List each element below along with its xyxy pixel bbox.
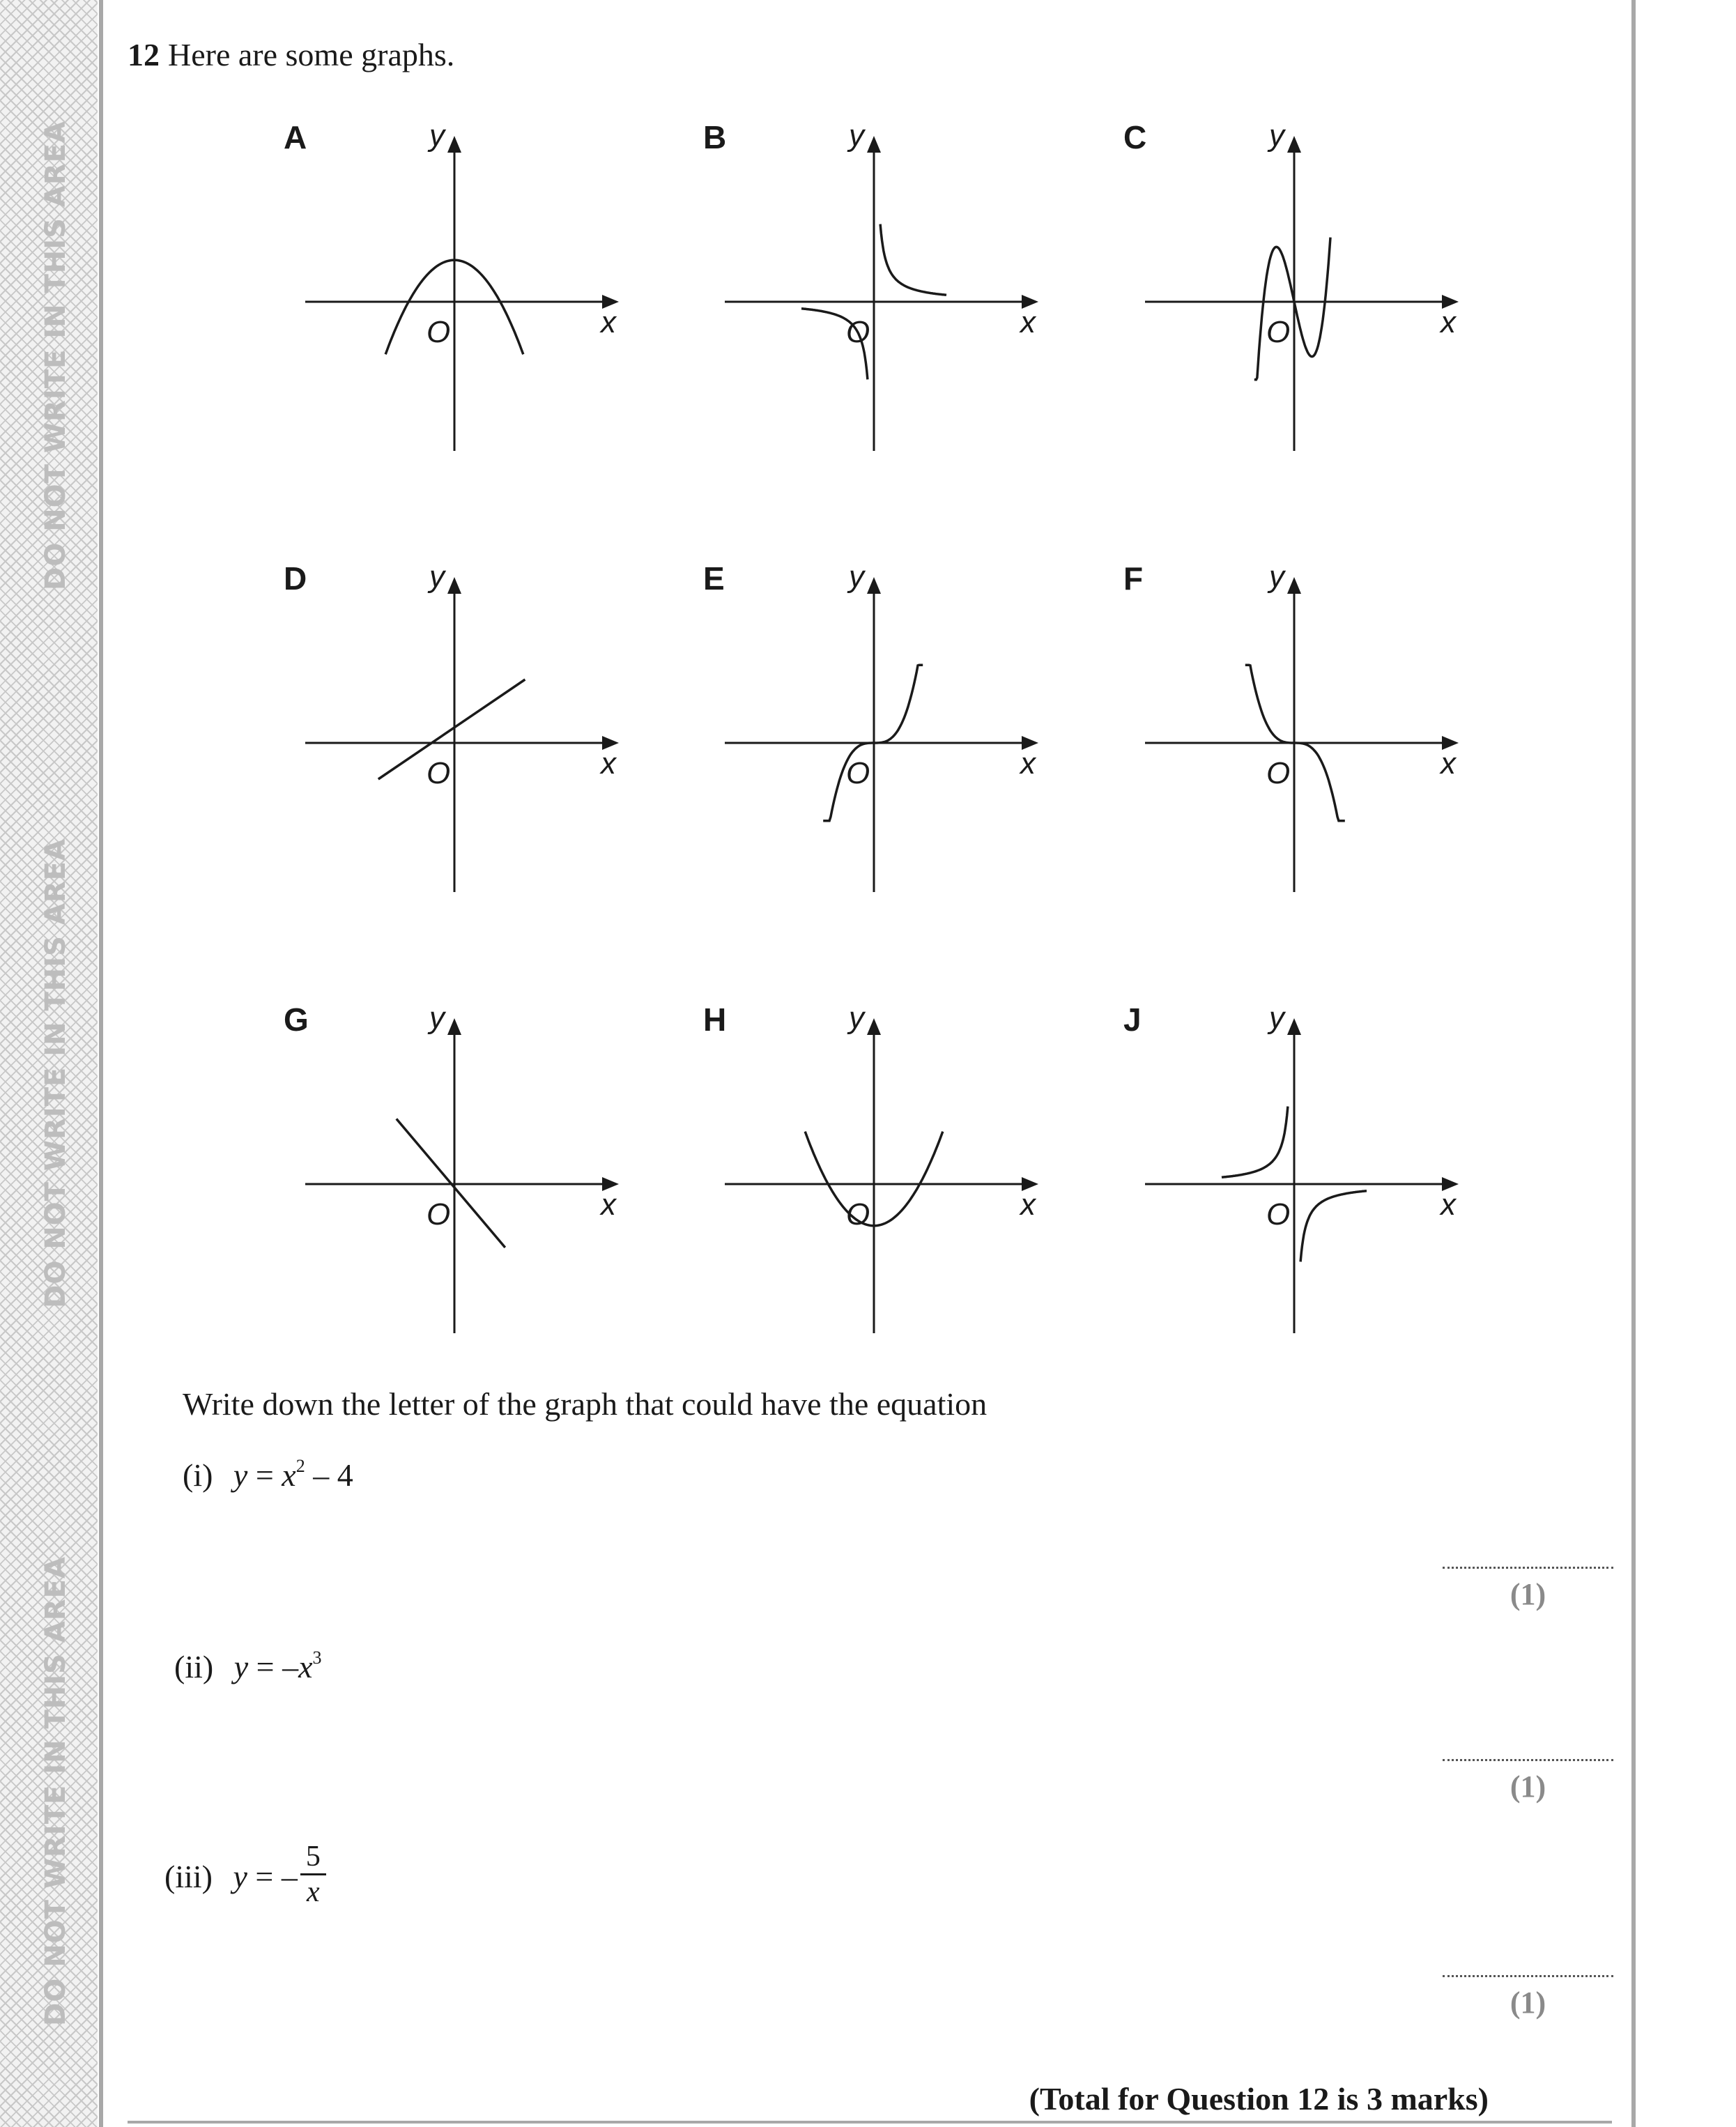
graph-h-x-label: x (1020, 1188, 1036, 1222)
graph-c-letter: C (1123, 119, 1147, 155)
part-iii-label: (iii) (164, 1859, 213, 1895)
mark-ii: (1) (1510, 1769, 1546, 1804)
graph-j-y-arrow (1287, 1018, 1301, 1035)
graph-b-y-arrow (867, 136, 881, 153)
part-iii-equals: = (255, 1859, 274, 1895)
graph-j-x-label: x (1441, 1188, 1456, 1222)
answer-line-ii[interactable] (1443, 1759, 1613, 1761)
part-ii-equals: = (256, 1649, 275, 1684)
graph-g-x-label: x (601, 1188, 616, 1222)
graph-g-y-label: y (429, 1001, 445, 1035)
part-i-lhs: y (233, 1457, 248, 1493)
part-iii-denominator: x (307, 1876, 320, 1908)
part-iii-negative: – (281, 1859, 298, 1895)
graph-f-y-label: y (1269, 560, 1284, 594)
graph-j-curve-2 (1300, 1191, 1367, 1262)
graph-h-y-arrow (867, 1018, 881, 1035)
graph-e-y-arrow (867, 577, 881, 594)
part-ii-lhs: y (233, 1649, 249, 1684)
answer-line-iii[interactable] (1443, 1975, 1613, 1977)
graph-g-letter: G (284, 1001, 309, 1038)
graph-d-y-label: y (429, 560, 445, 594)
graph-c-x-label: x (1441, 305, 1456, 339)
graph-d-curve (378, 679, 525, 779)
part-ii-label: (ii) (174, 1649, 214, 1684)
graph-e-x-label: x (1020, 746, 1036, 781)
part-i-equals: = (255, 1457, 274, 1493)
graph-b-origin-label: O (846, 315, 870, 349)
part-iii (164, 1841, 326, 1914)
graph-f-origin-label: O (1266, 756, 1291, 790)
graph-c-curve (1254, 238, 1330, 380)
graph-f-y-arrow (1287, 577, 1301, 594)
part-iii-fraction (300, 1840, 326, 1909)
graph-d-y-arrow (447, 577, 461, 594)
answer-line-i[interactable] (1443, 1567, 1613, 1569)
margin-warning-bottom: DO NOT WRITE IN THIS AREA (40, 1556, 72, 2026)
graph-a-x-label: x (601, 305, 616, 339)
question-total: (Total for Question 12 is 3 marks) (1029, 2081, 1489, 2117)
graph-g-origin-label: O (427, 1197, 451, 1231)
graph-d-x-label: x (601, 746, 616, 781)
part-ii-negative: – (282, 1649, 299, 1684)
graph-e-origin-label: O (846, 756, 870, 790)
part-ii-exponent: 3 (312, 1647, 322, 1668)
graph-c-y-label: y (1269, 118, 1284, 153)
graph-f-x-label: x (1441, 746, 1456, 781)
part-i-exponent: 2 (295, 1455, 305, 1476)
mark-iii: (1) (1510, 1986, 1546, 2020)
graph-h-y-label: y (849, 1001, 864, 1035)
prompt-text: Write down the letter of the graph that could have the equation (183, 1386, 988, 1422)
graph-j-curve-1 (1222, 1107, 1288, 1178)
graph-c-origin-label: O (1266, 315, 1291, 349)
graph-h-letter: H (703, 1001, 727, 1038)
margin-warning-top: DO NOT WRITE IN THIS AREA (40, 121, 72, 590)
part-ii-base: x (298, 1649, 313, 1684)
graph-h-origin-label: O (846, 1197, 870, 1231)
graph-b-x-label: x (1020, 305, 1036, 339)
part-i (183, 1457, 353, 1493)
graph-e-letter: E (703, 560, 725, 597)
graph-b-curve-1 (880, 224, 946, 295)
graph-a-y-arrow (447, 136, 461, 153)
graph-a-letter: A (284, 119, 307, 155)
graph-e-y-label: y (849, 560, 864, 594)
graph-d-letter: D (284, 560, 307, 597)
graph-a-y-label: y (429, 118, 445, 153)
part-i-rest: – 4 (305, 1457, 353, 1493)
question-text: Here are some graphs. (168, 37, 455, 72)
graph-j-origin-label: O (1266, 1197, 1291, 1231)
part-i-label: (i) (183, 1457, 213, 1493)
bottom-rule (128, 2121, 1612, 2124)
part-ii (174, 1648, 322, 1685)
part-i-base: x (282, 1457, 296, 1493)
graph-f-letter: F (1123, 560, 1144, 597)
graph-d-origin-label: O (427, 756, 451, 790)
margin-warning-middle: DO NOT WRITE IN THIS AREA (40, 838, 72, 1308)
graph-j-letter: J (1123, 1001, 1142, 1038)
graph-a-origin-label: O (427, 315, 451, 349)
graph-b-letter: B (703, 119, 727, 155)
mark-i: (1) (1510, 1577, 1546, 1611)
graph-c-y-arrow (1287, 136, 1301, 153)
part-iii-numerator: 5 (300, 1840, 326, 1875)
graph-b-y-label: y (849, 118, 864, 153)
question-number: 12 (128, 37, 160, 72)
graph-g-y-arrow (447, 1018, 461, 1035)
part-iii-lhs: y (233, 1859, 247, 1895)
graph-j-y-label: y (1269, 1001, 1284, 1035)
